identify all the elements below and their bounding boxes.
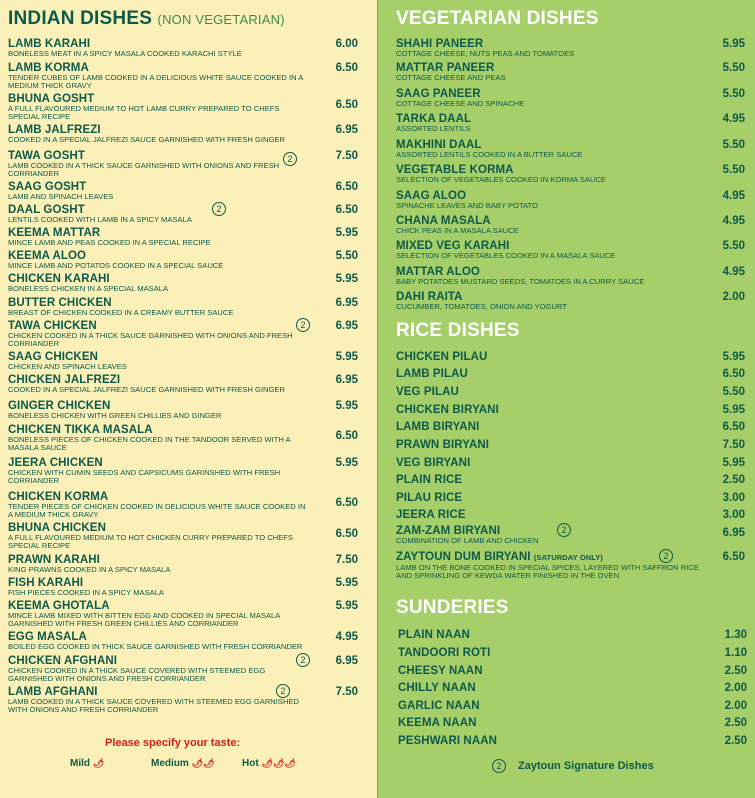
dish-price: 5.95 (335, 577, 358, 589)
veg-menu-item (396, 139, 716, 159)
dish-description: A FULL FLAVOURED MEDIUM TO HOT CHICKEN CURRY PREPARED TO CHEFS SPECIAL RECIPE (8, 533, 293, 551)
dish-name: KEEMA MATTAR (8, 227, 101, 239)
indian-menu-item (8, 631, 308, 651)
dish-price: 5.95 (335, 227, 358, 239)
dish-name: KEEMA GHOTALA (8, 600, 110, 612)
indian-menu-item (8, 227, 308, 247)
dish-description: BABY POTATOES MUSTARD SEEDS, TOMATOES IN A CURRY SAUCE (396, 277, 645, 286)
sundries-heading: SUNDERIES (396, 597, 509, 618)
dish-price: 5.50 (722, 240, 745, 252)
taste-hot[interactable]: Hot 🌶🌶🌶 (242, 758, 296, 769)
sundries-menu-item (398, 735, 678, 747)
dish-description: LENTILS COOKED WITH LAMB IN A SPICY MASALA (8, 215, 192, 224)
dish-name: PLAIN RICE (396, 474, 463, 486)
signature-badge-icon: 2 (212, 202, 226, 216)
dish-description: TENDER CUBES OF LAMB COOKED IN A DELICIOUS WHITE SAUCE COOKED IN A MEDIUM THICK GRAVY (8, 73, 303, 91)
dish-description: CHICKEN COOKED IN A THICK SAUCE COVERED WITH STEEMED EGG GARNISHED WITH ONIONS AND FRESH CORRIANDER (8, 666, 266, 684)
rice-menu-item (396, 386, 686, 398)
dish-name: LAMB BIRYANI (396, 421, 480, 433)
chili-icon: 🌶 (92, 758, 105, 768)
indian-dishes-heading: INDIAN DISHES (NON VEGETARIAN) (8, 8, 285, 29)
dish-price: 5.50 (722, 88, 745, 100)
dish-price: 3.00 (722, 492, 745, 504)
dish-price: 4.95 (722, 190, 745, 202)
rice-menu-item (396, 525, 686, 545)
dish-price: 5.95 (335, 273, 358, 285)
dish-price: 6.95 (335, 320, 358, 332)
dish-name: KEEMA ALOO (8, 250, 87, 262)
dish-price: 6.50 (722, 368, 745, 380)
dish-description: BONELESS CHICKEN IN A SPECIAL MASALA (8, 284, 169, 293)
dish-price: 4.95 (722, 266, 745, 278)
dish-name: FISH KARAHI (8, 577, 84, 589)
dish-name: CHICKEN KARAHI (8, 273, 110, 285)
dish-name: GARLIC NAAN (398, 700, 480, 712)
dish-price: 5.95 (722, 457, 745, 469)
rice-menu-item (396, 421, 686, 433)
rice-menu-item (396, 368, 686, 380)
indian-menu-item (8, 522, 308, 551)
dish-name: PESHWARI NAAN (398, 735, 498, 747)
chili-icon: 🌶🌶🌶 (261, 758, 296, 768)
rice-menu-item (396, 551, 699, 581)
indian-menu-item (8, 62, 308, 91)
dish-name: JEERA RICE (396, 509, 466, 521)
dish-name: SHAHI PANEER (396, 38, 484, 50)
dish-description: LAMB ON THE BONE COOKED IN SPECIAL SPICES, LAYERED WITH SAFFRON RICE AND SPRINKLING OF KEWDA WATER FINISHED IN THE OVEN (396, 563, 699, 581)
indian-menu-item (8, 181, 308, 201)
dish-description: LAMB COOKED IN A THICK SAUCE COVERED WITH STEEMED EGG GARNISHED WITH ONIONS AND FRESH CORRIANDER (8, 697, 300, 715)
dish-name: LAMB AFGHANI (8, 686, 98, 698)
veg-menu-item (396, 215, 716, 235)
dish-name: VEG BIRYANI (396, 457, 471, 469)
dish-name: SAAG PANEER (396, 88, 481, 100)
dish-price: 2.50 (724, 665, 747, 677)
dish-price: 6.50 (335, 62, 358, 74)
dish-description: KING PRAWNS COOKED IN A SPICY MASALA (8, 565, 171, 574)
dish-price: 5.50 (722, 62, 745, 74)
dish-price: 6.95 (335, 297, 358, 309)
dish-description: COTTAGE CHEESE AND SPINACHE (396, 99, 525, 108)
dish-name: MAKHINI DAAL (396, 139, 482, 151)
dish-description: ASSORTED LENTILS (396, 124, 471, 133)
dish-price: 6.50 (335, 528, 358, 540)
dish-name: VEGETABLE KORMA (396, 164, 514, 176)
dish-name: JEERA CHICKEN (8, 457, 103, 469)
dish-price: 6.50 (335, 497, 358, 509)
dish-description: A FULL FLAVOURED MEDIUM TO HOT LAMB CURRY PREPARED TO CHEFS SPECIAL RECIPE (8, 104, 280, 122)
dish-name: ZAM-ZAM BIRYANI (396, 525, 501, 537)
dish-name: TARKA DAAL (396, 113, 472, 125)
dish-name-note: (SATURDAY ONLY) (533, 553, 603, 562)
sundries-menu-item (398, 682, 678, 694)
rice-menu-item (396, 351, 686, 363)
dish-price: 2.00 (722, 291, 745, 303)
dish-price: 6.50 (335, 99, 358, 111)
sundries-menu-item (398, 665, 678, 677)
dish-name: MATTAR ALOO (396, 266, 480, 278)
dish-description: BREAST OF CHICKEN COOKED IN A CREAMY BUTTER SAUCE (8, 308, 234, 317)
dish-price: 5.95 (722, 404, 745, 416)
taste-medium[interactable]: Medium 🌶🌶 (151, 758, 215, 769)
dish-name: CHICKEN KORMA (8, 491, 109, 503)
dish-price: 2.50 (722, 474, 745, 486)
dish-description: CHICKEN WITH CUMIN SEEDS AND CAPSICUMS GARINSHED WITH FRESH CORRIANDER (8, 468, 281, 486)
dish-description: COTTAGE CHEESE AND PEAS (396, 73, 506, 82)
dish-description: FISH PIECES COOKED IN A SPICY MASALA (8, 588, 165, 597)
indian-menu-item (8, 400, 308, 420)
dish-price: 2.50 (724, 717, 747, 729)
dish-price: 2.00 (724, 682, 747, 694)
dish-name: GINGER CHICKEN (8, 400, 111, 412)
taste-note: Please specify your taste: (105, 737, 241, 749)
dish-description: ASSORTED LENTILS COOKED IN A BUTTER SAUCE (396, 150, 583, 159)
rice-menu-item (396, 474, 686, 486)
dish-name: DAHI RAITA (396, 291, 463, 303)
rice-menu-item (396, 509, 686, 521)
dish-price: 5.50 (722, 164, 745, 176)
dish-price: 5.95 (335, 457, 358, 469)
dish-description: LAMB COOKED IN A THICK SAUCE GARNISHED WITH ONIONS AND FRESH CORRIANDER (8, 161, 280, 179)
dish-name: LAMB JALFREZI (8, 124, 101, 136)
signature-badge-icon: 2 (492, 759, 506, 773)
dish-price: 7.50 (722, 439, 745, 451)
dish-price: 4.95 (722, 113, 745, 125)
indian-menu-item (8, 297, 308, 317)
veg-menu-item (396, 164, 716, 184)
indian-menu-item (8, 374, 308, 394)
dish-name: MATTAR PANEER (396, 62, 495, 74)
indian-menu-item (8, 250, 308, 270)
dish-price: 6.50 (335, 204, 358, 216)
dish-description: LAMB AND SPINACH LEAVES (8, 192, 114, 201)
dish-price: 6.50 (722, 421, 745, 433)
veg-panel (377, 0, 755, 798)
dish-price: 2.00 (724, 700, 747, 712)
dish-price: 5.50 (335, 250, 358, 262)
indian-menu-item (8, 320, 308, 349)
dish-price: 5.95 (722, 38, 745, 50)
dish-description: TENDER PIECES OF CHICKEN COOKED IN DELICIOUS WHITE SAUCE COOKED IN A MEDIUM THICK GRAVY (8, 502, 306, 520)
dish-price: 5.95 (722, 351, 745, 363)
dish-price: 5.50 (722, 386, 745, 398)
signature-badge-icon: 2 (283, 152, 297, 166)
veg-menu-item (396, 190, 716, 210)
indian-menu-item (8, 204, 308, 224)
dish-description: BONELESS MEAT IN A SPICY MASALA COOKED KARACHI STYLE (8, 49, 242, 58)
indian-menu-item (8, 457, 308, 486)
dish-name: EGG MASALA (8, 631, 87, 643)
dish-price: 7.50 (335, 686, 358, 698)
dish-name: BHUNA CHICKEN (8, 522, 106, 534)
dish-description: MINCE LAMB AND PEAS COOKED IN A SPECIAL RECIPE (8, 238, 211, 247)
rice-menu-item (396, 404, 686, 416)
dish-price: 5.95 (335, 600, 358, 612)
indian-menu-item (8, 655, 308, 684)
rice-menu-item (396, 492, 686, 504)
dish-name: CHEESY NAAN (398, 665, 483, 677)
dish-price: 4.95 (722, 215, 745, 227)
dish-price: 6.50 (335, 430, 358, 442)
dish-description: CUCUMBER, TOMATOES, ONION AND YOGURT (396, 302, 567, 311)
veg-menu-item (396, 291, 716, 311)
sundries-menu-item (398, 700, 678, 712)
dish-price: 6.50 (335, 181, 358, 193)
dish-name: BUTTER CHICKEN (8, 297, 112, 309)
veg-menu-item (396, 62, 716, 82)
dish-name: CHANA MASALA (396, 215, 491, 227)
dish-description: COOKED IN A SPECIAL JALFREZI SAUCE GARNISHED WITH FRESH GINGER (8, 385, 285, 394)
indian-menu-item (8, 124, 308, 144)
dish-name: CHICKEN BIRYANI (396, 404, 499, 416)
indian-menu-item (8, 577, 308, 597)
dish-price: 6.00 (335, 38, 358, 50)
dish-description: CHICKEN COOKED IN A THICK SAUCE GARNISHED WITH ONIONS AND FRESH CORRIANDER (8, 331, 293, 349)
rice-menu-item (396, 439, 686, 451)
dish-description: BONELESS PIECES OF CHICKEN COOKED IN THE TANDOOR SERVED WITH A MASALA SAUCE (8, 435, 291, 453)
signature-badge-icon: 2 (659, 549, 673, 563)
dish-price: 5.95 (335, 351, 358, 363)
dish-price: 6.95 (335, 124, 358, 136)
dish-price: 1.10 (724, 647, 747, 659)
dish-price: 5.50 (722, 139, 745, 151)
indian-menu-item (8, 38, 308, 58)
non-veg-panel (0, 0, 377, 798)
dish-name: LAMB KORMA (8, 62, 89, 74)
dish-name: KEEMA NAAN (398, 717, 477, 729)
dish-description: CHICK PEAS IN A MASALA SAUCE (396, 226, 519, 235)
sundries-menu-item (398, 629, 678, 641)
dish-name: PLAIN NAAN (398, 629, 470, 641)
chili-icon: 🌶🌶 (191, 758, 215, 768)
dish-name: TAWA GOSHT (8, 150, 86, 162)
dish-price: 2.50 (724, 735, 747, 747)
indian-menu-item (8, 600, 308, 629)
dish-name: CHICKEN TIKKA MASALA (8, 424, 153, 436)
dish-name: CHICKEN PILAU (396, 351, 488, 363)
signature-badge-icon: 2 (296, 653, 310, 667)
dish-price: 4.95 (335, 631, 358, 643)
dish-description: BOILED EGG COOKED IN THICK SAUCE GARNISHED WITH FRESH CORRIANDER (8, 642, 303, 651)
indian-menu-item (8, 686, 308, 715)
indian-menu-item (8, 554, 308, 574)
dish-name: PRAWN KARAHI (8, 554, 100, 566)
dish-description: COOKED IN A SPECIAL JALFREZI SAUCE GARNISHED WITH FRESH GINGER (8, 135, 285, 144)
dish-name: LAMB KARAHI (8, 38, 91, 50)
dish-price: 7.50 (335, 150, 358, 162)
dish-price: 6.95 (335, 655, 358, 667)
dish-name: BHUNA GOSHT (8, 93, 95, 105)
signature-badge-icon: 2 (296, 318, 310, 332)
dish-description: SPINACHE LEAVES AND BABY POTATO (396, 201, 538, 210)
dish-price: 6.95 (722, 527, 745, 539)
dish-name: CHILLY NAAN (398, 682, 476, 694)
indian-menu-item (8, 351, 308, 371)
signature-legend: Zaytoun Signature Dishes (518, 760, 654, 772)
dish-name: DAAL GOSHT (8, 204, 85, 216)
dish-name: TANDOORI ROTI (398, 647, 491, 659)
dish-price: 6.95 (335, 374, 358, 386)
veg-menu-item (396, 266, 716, 286)
indian-menu-item (8, 273, 308, 293)
taste-mild[interactable]: Mild 🌶 (70, 758, 105, 769)
indian-menu-item (8, 424, 308, 453)
dish-name: MIXED VEG KARAHI (396, 240, 510, 252)
dish-name: VEG PILAU (396, 386, 459, 398)
signature-badge-icon: 2 (557, 523, 571, 537)
dish-description: MINCE LAMB AND POTATOS COOKED IN A SPECIAL SAUCE (8, 261, 224, 270)
dish-description: SELECTION OF VEGETABLES COOKED IN A MASALA SAUCE (396, 251, 616, 260)
dish-description: COMBINATION OF LAMB AND CHICKEN (396, 536, 539, 545)
dish-name: SAAG GOSHT (8, 181, 87, 193)
dish-name: PRAWN BIRYANI (396, 439, 490, 451)
indian-menu-item (8, 491, 308, 520)
vegetarian-heading: VEGETARIAN DISHES (396, 8, 599, 29)
dish-description: BONELESS CHICKEN WITH GREEN CHILLIES AND GINGER (8, 411, 222, 420)
veg-menu-item (396, 38, 716, 58)
rice-heading: RICE DISHES (396, 320, 520, 341)
veg-menu-item (396, 88, 716, 108)
dish-price: 7.50 (335, 554, 358, 566)
dish-name: SAAG CHICKEN (8, 351, 99, 363)
dish-price: 3.00 (722, 509, 745, 521)
rice-menu-item (396, 457, 686, 469)
sundries-menu-item (398, 717, 678, 729)
dish-description: CHICKEN AND SPINACH LEAVES (8, 362, 127, 371)
indian-menu-item (8, 150, 308, 179)
dish-name: CHICKEN AFGHANI (8, 655, 118, 667)
signature-badge-icon: 2 (276, 684, 290, 698)
dish-description: COTTAGE CHEESE, NUTS PEAS AND TOMATOES (396, 49, 575, 58)
dish-price: 6.50 (722, 551, 745, 563)
dish-price: 1.30 (724, 629, 747, 641)
indian-menu-item (8, 93, 308, 122)
sundries-menu-item (398, 647, 678, 659)
dish-name: ZAYTOUN DUM BIRYANI (SATURDAY ONLY) (396, 551, 603, 563)
dish-name: PILAU RICE (396, 492, 463, 504)
veg-menu-item (396, 240, 716, 260)
dish-name: TAWA CHICKEN (8, 320, 97, 332)
dish-name: SAAG ALOO (396, 190, 467, 202)
dish-name: CHICKEN JALFREZI (8, 374, 121, 386)
veg-menu-item (396, 113, 716, 133)
dish-description: MINCE LAMB MIXED WITH BITTEN EGG AND COOKED IN SPECIAL MASALA GARNISHED WITH FRESH GREEN CHILLIES AND CORRIANDER (8, 611, 280, 629)
dish-name: LAMB PILAU (396, 368, 468, 380)
dish-price: 5.95 (335, 400, 358, 412)
dish-description: SELECTION OF VEGETABLES COOKED IN KORMA SAUCE (396, 175, 606, 184)
